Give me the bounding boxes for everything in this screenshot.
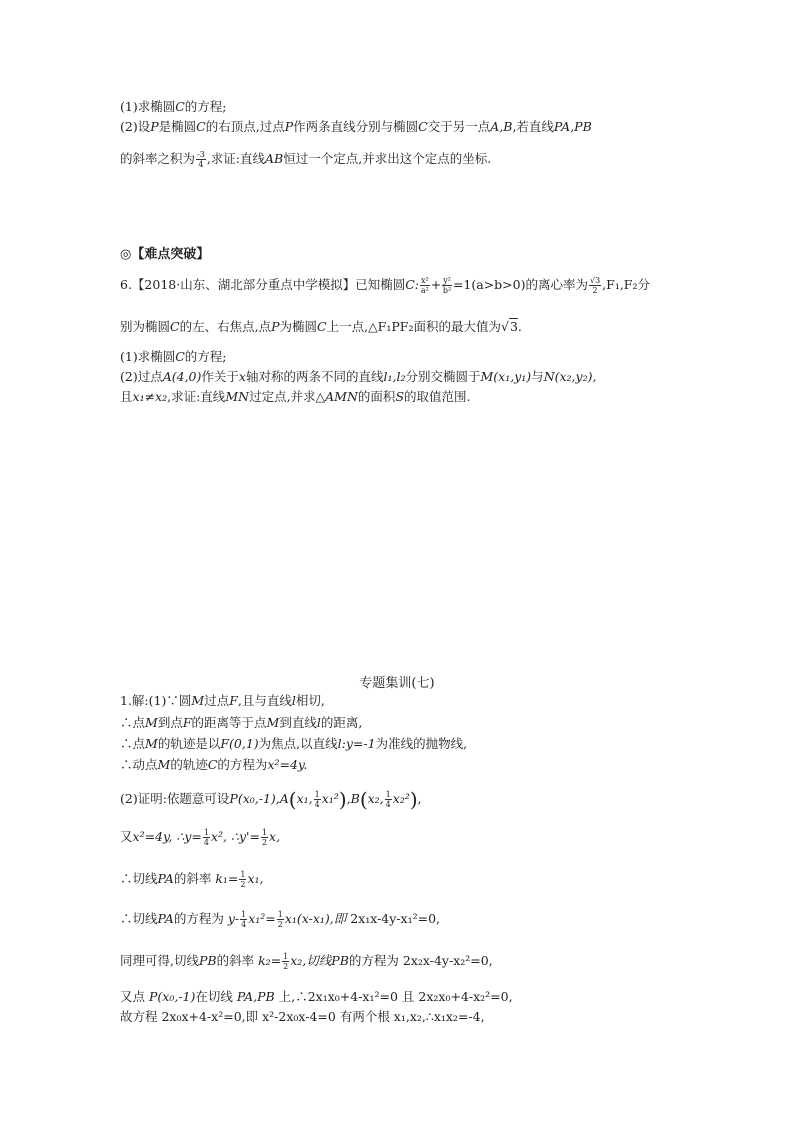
answer-line3: ∴点M的轨迹是以F(0,1)为焦点,以直线l:y=-1为准线的抛物线, bbox=[120, 736, 468, 751]
q5-part1: (1)求椭圆C的方程; bbox=[120, 99, 227, 114]
section-heading: ◎【难点突破】 bbox=[120, 247, 210, 262]
answer-line7: ∴切线PA的斜率 k₁= $\frac{1}{2}$ x₁, bbox=[120, 870, 264, 889]
answer-line9: 同理可得,切线PB的斜率 k₂= $\frac{1}{2}$ x₂,切线PB的方程为 2x₂x-4y-x₂²=0, bbox=[120, 952, 493, 971]
answer-line11: 故方程 2x₀x+4-x²=0,即 x²-2x₀x-4=0 有两个根 x₁,x₂,∴x₁x₂=-4, bbox=[120, 1009, 485, 1024]
answer-line10: 又点 P(x₀,-1)在切线 PA,PB 上,∴2x₁x₀+4-x₁²=0 且 2x₂x₀+4-x₂²=0, bbox=[120, 989, 513, 1004]
q6-line1: 6.【2018·山东、湖北部分重点中学模拟】已知椭圆C: $\frac{\text{x²}}{\text{a²}}$ + $\frac{\text{y²}}{\text{b²}}$ =1(a>b>0)的离心率为 $\frac{√3}{2}$ ,F₁,F₂分 bbox=[120, 276, 650, 295]
q6-part1: (1)求椭圆C的方程; bbox=[120, 349, 227, 364]
q6-line2: 别为椭圆C的左、右焦点,点P为椭圆C上一点,△F₁PF₂面积的最大值为√3. bbox=[120, 319, 522, 334]
fraction-neg-three-quarters: $\frac{-3}{4}$ bbox=[197, 150, 205, 169]
q6-part2-continued: 且x₁≠x₂,求证:直线MN过定点,并求△AMN的面积S的取值范围. bbox=[120, 389, 471, 404]
answer-line2: ∴点M到点F的距离等于点M到直线l的距离, bbox=[120, 715, 363, 730]
q5-part2-continued: 的斜率之积为 $\frac{-3}{4}$ ,求证:直线AB恒过一个定点,并求出这个定点的坐标. bbox=[120, 150, 492, 169]
answer-line5: (2)证明:依题意可设P(x₀,-1),A(x₁, $\frac{1}{4}$ x₁²),B(x₂, $\frac{1}{4}$ x₂²), bbox=[120, 787, 422, 812]
answer-line1: 1.解:(1)∵圆M过点F,且与直线l相切, bbox=[120, 693, 325, 708]
q6-part2: (2)过点A(4,0)作关于x轴对称的两条不同的直线l₁,l₂分别交椭圆于M(x₁,y₁)与N(x₂,y₂), bbox=[120, 369, 597, 384]
answer-line4: ∴动点M的轨迹C的方程为x²=4y. bbox=[120, 757, 308, 772]
q5-part2: (2)设P是椭圆C的右顶点,过点P作两条直线分别与椭圆C交于另一点A,B,若直线PA,PB bbox=[120, 119, 592, 134]
answer-line6: 又x²=4y, ∴y= $\frac{1}{4}$ x², ∴y'= $\frac{1}{2}$ x, bbox=[120, 828, 281, 847]
answer-line8: ∴切线PA的方程为 y- $\frac{1}{4}$ x₁²= $\frac{1}{2}$ x₁(x-x₁),即 2x₁x-4y-x₁²=0, bbox=[120, 910, 441, 929]
answer-title: 专题集训(七) bbox=[359, 676, 435, 691]
